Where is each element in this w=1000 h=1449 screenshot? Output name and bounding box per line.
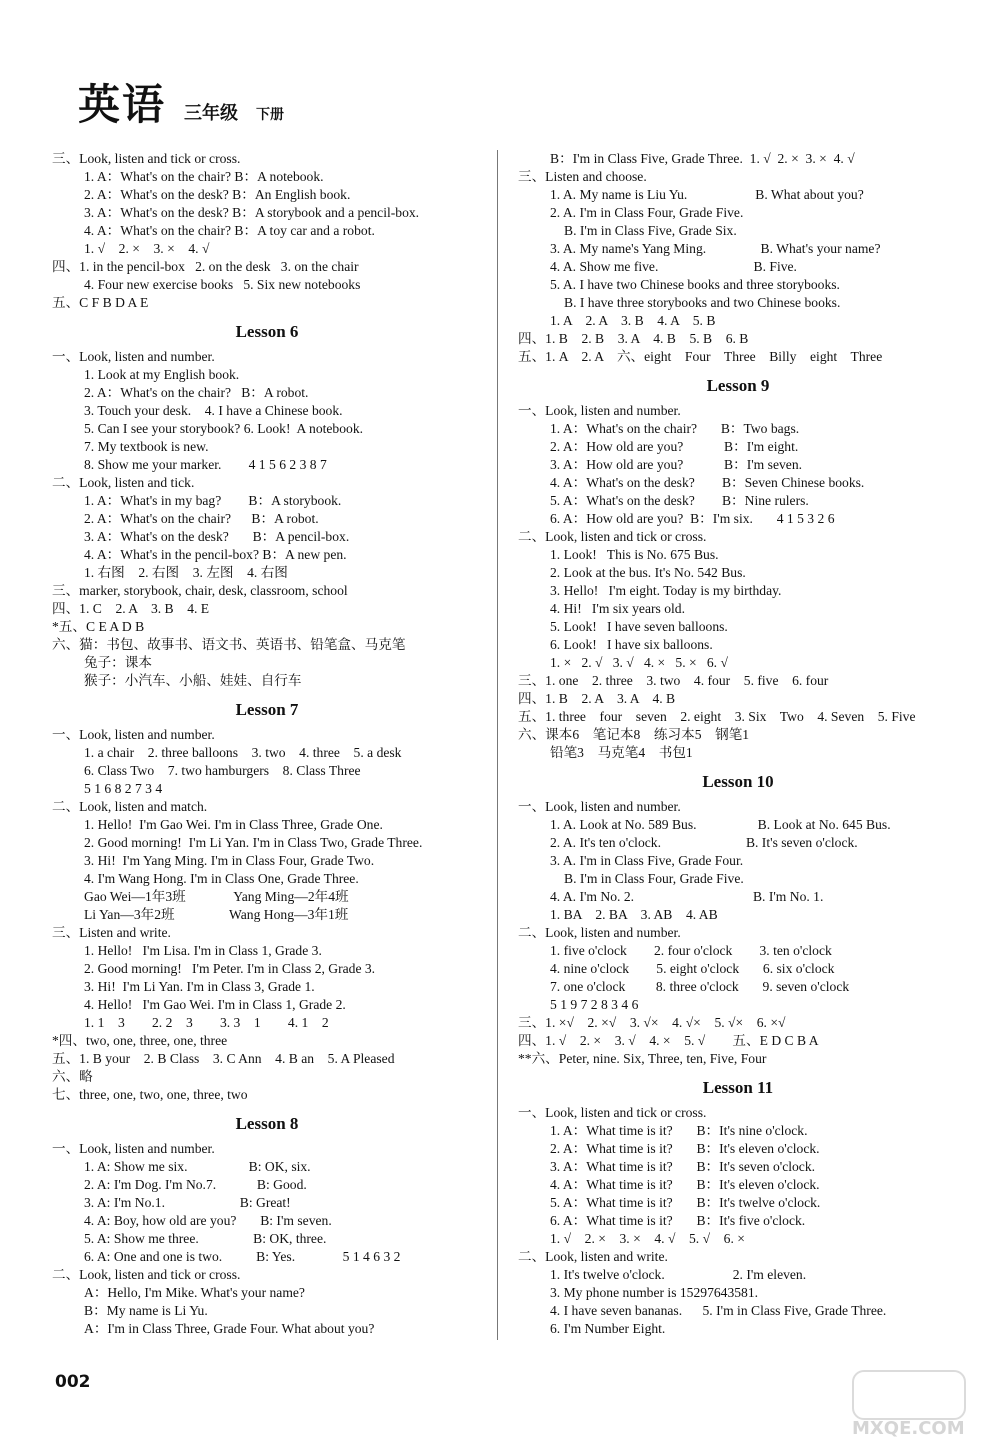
answer-line: 2. A. I'm in Class Four, Grade Five. [550,205,744,220]
answer-line: 4. A: Boy, how old are you? B: I'm seven. [84,1213,332,1228]
answer-line: 1. A：What time is it? B：It's nine o'clock. [550,1123,808,1138]
answer-line: 4. I have seven bananas. 5. I'm in Class Five, Grade Three. [550,1303,887,1318]
answer-line: 2. Good morning! I'm Peter. I'm in Class 2, Grade 3. [84,961,376,976]
answer-line: Gao Wei—1年3班 Yang Ming—2年4班 [84,889,349,904]
section-line: 二、Look, listen and tick or cross. [52,1267,241,1282]
answer-line: 3. A：What's on the desk? B：A storybook and a pencil-box. [84,205,420,220]
answer-line: 1. 右图 2. 右图 3. 左图 4. 右图 [84,565,288,580]
answer-line: 2. A：What time is it? B：It's eleven o'clock. [550,1141,820,1156]
section-line: 一、Look, listen and number. [52,1141,215,1156]
answer-line: 2. Look at the bus. It's No. 542 Bus. [550,565,746,580]
watermark-logo [852,1370,972,1440]
left-column [52,150,482,1338]
lesson-heading: Lesson 8 [235,1114,299,1133]
answer-line: 6. Class Two 7. two hamburgers 8. Class Three [84,763,361,778]
section-line: 六、课本6 笔记本8 练习本5 钢笔1 [518,727,750,742]
answer-line: 5 1 9 7 2 8 3 4 6 [550,997,639,1012]
answer-line: 4. Hi! I'm six years old. [550,601,685,616]
section-line: 二、Look, listen and write. [518,1249,668,1264]
answer-line: 5 1 6 8 2 7 3 4 [84,781,163,796]
section-line: **六、Peter, nine. Six, Three, ten, Five, Four [518,1051,767,1066]
answer-line: 1. A 2. A 3. B 4. A 5. B [550,313,716,328]
answer-line: 4. A：What's on the chair? B：A toy car and a robot. [84,223,375,238]
answer-line: 1. Hello! I'm Lisa. I'm in Class 1, Grade 3. [84,943,322,958]
section-line: 三、Listen and write. [52,925,171,940]
answer-line: 1. five o'clock 2. four o'clock 3. ten o'clock [550,943,832,958]
answer-line: 1. A：What's in my bag? B：A storybook. [84,493,342,508]
section-line: 一、Look, listen and number. [52,727,215,742]
answer-line: 8. Show me your marker. 4 1 5 6 2 3 8 7 [84,457,327,472]
answer-line: B：I'm in Class Five, Grade Three. 1. √ 2. × 3. × 4. √ [550,151,855,166]
answer-line: A：I'm in Class Three, Grade Four. What about you? [84,1321,375,1336]
answer-line: B. I'm in Class Five, Grade Six. [564,223,737,238]
section-line: 五、C F B D A E [52,295,149,310]
answer-line: 1. It's twelve o'clock. 2. I'm eleven. [550,1267,807,1282]
answer-line: B：My name is Li Yu. [84,1303,208,1318]
answer-line: 6. I'm Number Eight. [550,1321,666,1336]
answer-line: 4. A：What's in the pencil-box? B：A new pen. [84,547,347,562]
answer-line: 5. A: Show me three. B: OK, three. [84,1231,327,1246]
answer-line: Li Yan—3年2班 Wang Hong—3年1班 [84,907,349,922]
answer-line: 6. A: One and one is two. B: Yes. 5 1 4 6 3 2 [84,1249,401,1264]
section-line: 二、Look, listen and number. [518,925,681,940]
answer-line: 5. A. I have two Chinese books and three storybooks. [550,277,840,292]
answer-line: 2. A：How old are you? B：I'm eight. [550,439,799,454]
answer-line: 1. BA 2. BA 3. AB 4. AB [550,907,718,922]
answer-line: 5. Look! I have seven balloons. [550,619,728,634]
subject-title: 英语 [78,80,167,129]
section-line: 四、1. B 2. A 3. A 4. B [518,691,676,706]
answer-line: 1. √ 2. × 3. × 4. √ [84,241,210,256]
section-line: 四、1. √ 2. × 3. √ 4. × 5. √ 五、E D C B A [518,1033,819,1048]
answer-line: 1. √ 2. × 3. × 4. √ 5. √ 6. × [550,1231,745,1246]
section-line: 一、Look, listen and number. [518,403,681,418]
answer-line: 1. A：What's on the chair? B：Two bags. [550,421,800,436]
answer-line: 3. Hello! I'm eight. Today is my birthday. [550,583,782,598]
section-line: 四、1. in the pencil-box 2. on the desk 3. on the chair [52,259,359,274]
section-line: 三、1. one 2. three 3. two 4. four 5. five 6. four [518,673,829,688]
answer-line: 3. My phone number is 15297643581. [550,1285,759,1300]
section-line: *五、C E A D B [52,619,145,634]
answer-line: 1. Hello! I'm Gao Wei. I'm in Class Three, Grade One. [84,817,383,832]
section-line: 二、Look, listen and tick. [52,475,195,490]
answer-line: 1. A. Look at No. 589 Bus. B. Look at No. 645 Bus. [550,817,891,832]
section-line: 五、1. three four seven 2. eight 3. Six Two 4. Seven 5. Five [518,709,916,724]
column-divider [497,150,498,1340]
answer-line: 3. A. My name's Yang Ming. B. What's your name? [550,241,881,256]
answer-line: 1. A: Show me six. B: OK, six. [84,1159,311,1174]
answer-line: 2. A：What's on the chair? B：A robot. [84,511,319,526]
answer-line: 4. A. Show me five. B. Five. [550,259,797,274]
page-header [78,72,285,129]
lesson-heading: Lesson 6 [235,322,299,341]
section-line: 三、Listen and choose. [518,169,647,184]
answer-line: 2. A: I'm Dog. I'm No.7. B: Good. [84,1177,307,1192]
answer-line: 5. Can I see your storybook? 6. Look! A notebook. [84,421,364,436]
lesson-heading: Lesson 7 [235,700,299,719]
answer-line: 7. My textbook is new. [84,439,209,454]
section-line: 三、1. ×√ 2. ×√ 3. √× 4. √× 5. √× 6. ×√ [518,1015,786,1030]
section-line: *四、two, one, three, one, three [52,1033,228,1048]
answer-line: 3. Hi! I'm Li Yan. I'm in Class 3, Grade 1. [84,979,315,994]
answer-line: 4. I'm Wang Hong. I'm in Class One, Grade Three. [84,871,359,886]
lesson-heading: Lesson 10 [702,772,774,791]
answer-line: 4. nine o'clock 5. eight o'clock 6. six o'clock [550,961,835,976]
answer-line: 1. 1 3 2. 2 3 3. 3 1 4. 1 2 [84,1015,329,1030]
page-number: 002 [55,1372,91,1392]
answer-line: 5. A：What's on the desk? B：Nine rulers. [550,493,809,508]
answer-line: 4. A：What time is it? B：It's eleven o'clock. [550,1177,820,1192]
answer-line: B. I'm in Class Four, Grade Five. [564,871,744,886]
section-line: 一、Look, listen and tick or cross. [518,1105,707,1120]
answer-line: 2. Good morning! I'm Li Yan. I'm in Class Two, Grade Three. [84,835,423,850]
answer-line: 3. Touch your desk. 4. I have a Chinese book. [84,403,343,418]
section-line: 一、Look, listen and number. [52,349,215,364]
answer-line: 4. A：What's on the desk? B：Seven Chinese books. [550,475,865,490]
answer-line: B. I have three storybooks and two Chinese books. [564,295,841,310]
answer-line: 3. A：What time is it? B：It's seven o'clock. [550,1159,816,1174]
answer-line: 3. A：How old are you? B：I'm seven. [550,457,803,472]
watermark-url: MXQE.COM [852,1418,965,1439]
answer-line: 1. × 2. √ 3. √ 4. × 5. × 6. √ [550,655,728,670]
answer-line: 1. Look at my English book. [84,367,240,382]
answer-line: 3. Hi! I'm Yang Ming. I'm in Class Four, Grade Two. [84,853,375,868]
section-line: 六、略 [52,1069,93,1084]
section-line: 四、1. B 2. B 3. A 4. B 5. B 6. B [518,331,749,346]
section-line: 三、Look, listen and tick or cross. [52,151,241,166]
answer-line: 1. a chair 2. three balloons 3. two 4. three 5. a desk [84,745,402,760]
grade-label: 三年级 [184,103,239,124]
answer-line: 5. A：What time is it? B：It's twelve o'clock. [550,1195,821,1210]
answer-line: 6. A：How old are you? B：I'm six. 4 1 5 3 2 6 [550,511,835,526]
answer-line: 猴子：小汽车、小船、娃娃、自行车 [84,673,302,688]
answer-line: 1. Look! This is No. 675 Bus. [550,547,719,562]
answer-line: 4. Hello! I'm Gao Wei. I'm in Class 1, Grade 2. [84,997,346,1012]
answer-line: 2. A：What's on the chair? B：A robot. [84,385,309,400]
answer-line: A：Hello, I'm Mike. What's your name? [84,1285,305,1300]
volume-label: 下册 [256,107,285,123]
answer-line: 3. A: I'm No.1. B: Great! [84,1195,291,1210]
answer-line: 3. A：What's on the desk? B：A pencil-box. [84,529,350,544]
answer-line: 1. A. My name is Liu Yu. B. What about you? [550,187,864,202]
answer-line: 兔子：课本 [84,655,152,670]
lesson-heading: Lesson 11 [702,1078,774,1097]
section-line: 二、Look, listen and match. [52,799,208,814]
answer-line: 4. A. I'm No. 2. B. I'm No. 1. [550,889,824,904]
section-line: 一、Look, listen and number. [518,799,681,814]
section-line: 四、1. C 2. A 3. B 4. E [52,601,210,616]
answer-line: 1. A：What's on the chair? B：A notebook. [84,169,324,184]
answer-line: 6. Look! I have six balloons. [550,637,713,652]
answer-line: 铅笔3 马克笔4 书包1 [550,745,693,760]
right-column [518,150,958,1338]
section-line: 三、marker, storybook, chair, desk, classroom, school [52,583,348,598]
answer-line: 4. Four new exercise books 5. Six new notebooks [84,277,361,292]
section-line: 七、three, one, two, one, three, two [52,1087,248,1102]
section-line: 五、1. A 2. A 六、eight Four Three Billy eight Three [518,349,883,364]
section-line: 二、Look, listen and tick or cross. [518,529,707,544]
answer-line: 7. one o'clock 8. three o'clock 9. seven o'clock [550,979,850,994]
answer-line: 2. A：What's on the desk? B：An English book. [84,187,351,202]
answer-line: 3. A. I'm in Class Five, Grade Four. [550,853,744,868]
section-line: 六、猫：书包、故事书、语文书、英语书、铅笔盒、马克笔 [52,637,406,652]
section-line: 五、1. B your 2. B Class 3. C Ann 4. B an 5. A Pleased [52,1051,395,1066]
answer-line: 6. A：What time is it? B：It's five o'clock. [550,1213,806,1228]
answer-line: 2. A. It's ten o'clock. B. It's seven o'clock. [550,835,858,850]
lesson-heading: Lesson 9 [706,376,770,395]
